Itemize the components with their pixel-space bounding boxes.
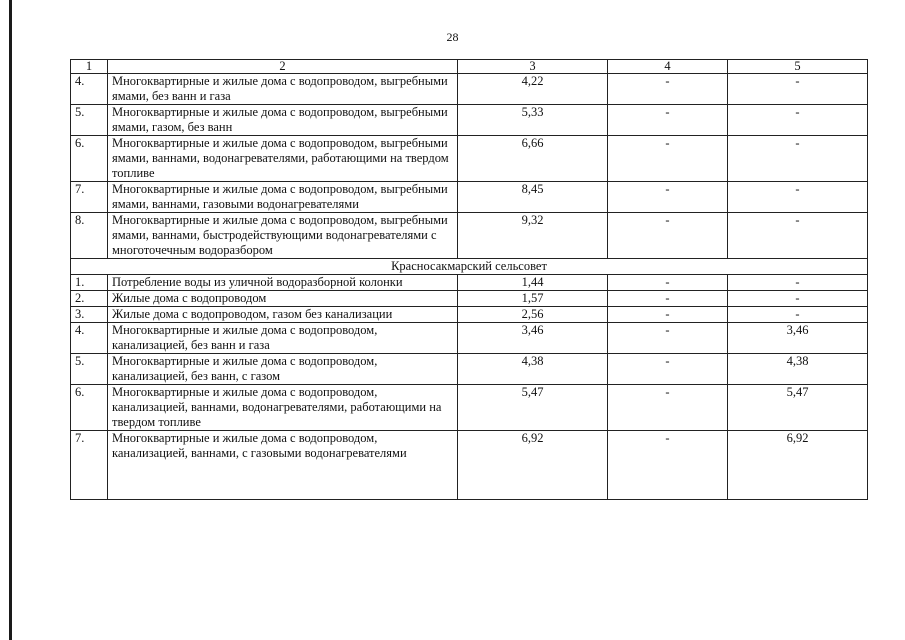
table-header-row [71,60,868,74]
row-number: 8. [71,213,108,259]
cell-col5: 6,92 [728,431,868,500]
header-cell-5: 5 [728,60,868,74]
row-number: 7. [71,431,108,500]
cell-col4: - [608,431,728,500]
header-cell-4: 4 [608,60,728,74]
row-description: Многоквартирные и жилые дома с водопроводом, выгребными ямами, газом, без ванн [108,105,458,136]
row-description: Потребление воды из уличной водоразборной колонки [108,275,458,291]
cell-col3: 1,44 [458,275,608,291]
row-number: 5. [71,105,108,136]
cell-col5: - [728,307,868,323]
cell-col3: 6,66 [458,136,608,182]
cell-col4: - [608,105,728,136]
header-cell-2: 2 [108,60,458,74]
row-number: 6. [71,136,108,182]
row-description: Жилые дома с водопроводом [108,291,458,307]
header-cell-1: 1 [71,60,108,74]
row-description: Многоквартирные и жилые дома с водопроводом, выгребными ямами, ваннами, водонагревателями, работающими на твердом топливе [108,136,458,182]
cell-col4: - [608,182,728,213]
table-row [71,307,868,323]
cell-col3: 2,56 [458,307,608,323]
table-row [71,213,868,259]
table-row [71,182,868,213]
cell-col3: 9,32 [458,213,608,259]
table-row [71,105,868,136]
row-number: 5. [71,354,108,385]
row-description: Жилые дома с водопроводом, газом без канализации [108,307,458,323]
row-number: 6. [71,385,108,431]
row-number: 7. [71,182,108,213]
row-number: 4. [71,74,108,105]
cell-col5: 3,46 [728,323,868,354]
cell-col5: 5,47 [728,385,868,431]
table-row [71,74,868,105]
cell-col5: - [728,291,868,307]
cell-col3: 8,45 [458,182,608,213]
cell-col5: 4,38 [728,354,868,385]
cell-col5: - [728,275,868,291]
section-title: Красносакмарский сельсовет [71,259,868,275]
row-description: Многоквартирные и жилые дома с водопроводом, канализацией, без ванн, с газом [108,354,458,385]
row-description: Многоквартирные и жилые дома с водопроводом, выгребными ямами, ваннами, быстродействующими водонагревателями с многоточечным водоразбором [108,213,458,259]
table-row [71,385,868,431]
cell-col3: 1,57 [458,291,608,307]
row-number: 2. [71,291,108,307]
cell-col3: 5,47 [458,385,608,431]
row-description: Многоквартирные и жилые дома с водопроводом, выгребными ямами, ваннами, газовыми водонагревателями [108,182,458,213]
page-number: 28 [446,30,459,44]
row-description: Многоквартирные и жилые дома с водопроводом, канализацией, ваннами, с газовыми водонагревателями [108,431,458,500]
cell-col3: 4,38 [458,354,608,385]
row-description: Многоквартирные и жилые дома с водопроводом, выгребными ямами, без ванн и газа [108,74,458,105]
cell-col4: - [608,136,728,182]
table-row [71,291,868,307]
cell-col5: - [728,136,868,182]
row-description: Многоквартирные и жилые дома с водопроводом, канализацией, без ванн и газа [108,323,458,354]
cell-col4: - [608,275,728,291]
cell-col5: - [728,182,868,213]
cell-col3: 6,92 [458,431,608,500]
cell-col3: 3,46 [458,323,608,354]
cell-col5: - [728,74,868,105]
table-row [71,354,868,385]
cell-col3: 4,22 [458,74,608,105]
cell-col5: - [728,105,868,136]
table-row [71,275,868,291]
cell-col4: - [608,354,728,385]
section-row [71,259,868,275]
cell-col4: - [608,385,728,431]
table-row [71,431,868,500]
header-cell-3: 3 [458,60,608,74]
cell-col4: - [608,213,728,259]
scan-left-edge [9,0,12,640]
row-number: 3. [71,307,108,323]
cell-col4: - [608,307,728,323]
cell-col4: - [608,74,728,105]
row-description: Многоквартирные и жилые дома с водопроводом, канализацией, ваннами, водонагревателями, работающими на твердом топливе [108,385,458,431]
cell-col5: - [728,213,868,259]
table-row [71,323,868,354]
row-number: 4. [71,323,108,354]
table-row [71,136,868,182]
cell-col4: - [608,291,728,307]
cell-col4: - [608,323,728,354]
cell-col3: 5,33 [458,105,608,136]
row-number: 1. [71,275,108,291]
water-norms-table [70,59,868,500]
